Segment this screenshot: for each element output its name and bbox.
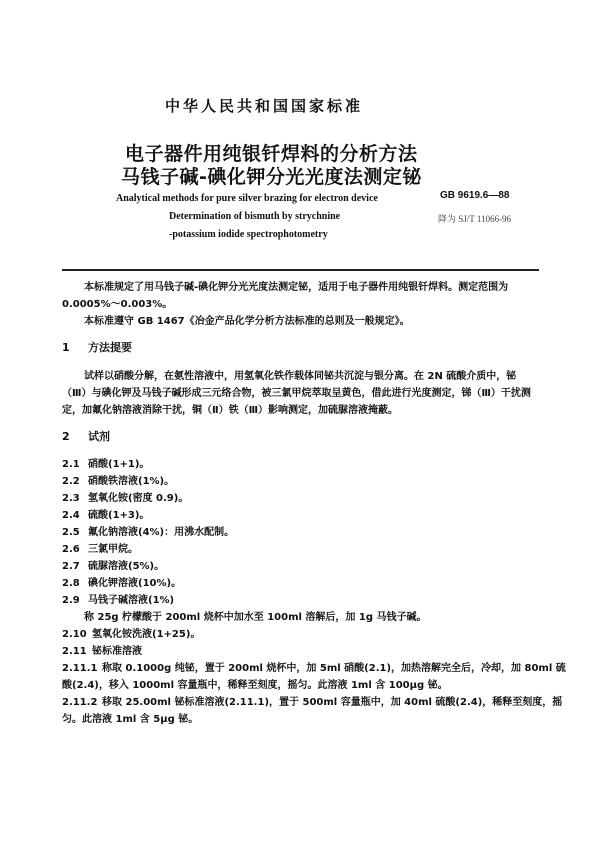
title-en-line3: -potassium iodide spectrophotometry	[169, 229, 328, 240]
item-number: 2.1	[62, 459, 80, 470]
item-number: 2.11.2	[62, 697, 98, 708]
section-number: 2	[62, 430, 70, 443]
item-number: 2.3	[62, 493, 80, 504]
reagent-item	[62, 575, 181, 592]
reagent-2-11-1-line1	[62, 660, 566, 677]
item-number: 2.8	[62, 578, 80, 589]
item-text: 马钱子碱溶液(1%)	[88, 595, 175, 606]
section-1-heading	[62, 339, 132, 355]
item-number: 2.9	[62, 595, 80, 606]
item-text: 移取 25.00ml 铋标准溶液(2.11.1)，置于 500ml 容量瓶中，加 40ml 硫酸(2.4)，稀释至刻度，摇	[102, 697, 563, 708]
standard-number: GB 9619.6—88	[440, 190, 510, 201]
item-text: 硫脲溶液(5%)。	[88, 561, 165, 572]
reagent-item	[62, 524, 234, 541]
section-number: 1	[62, 341, 70, 354]
item-number: 2.5	[62, 527, 80, 538]
country-standard-heading	[0, 95, 600, 116]
item-number: 2.6	[62, 544, 80, 555]
title-cn-line2: 马钱子碱-碘化钾分光光度法测定铋	[121, 166, 422, 188]
item-text: 硝酸铁溶液(1%)。	[88, 476, 175, 487]
reagent-2-11-2-line1	[62, 694, 562, 711]
item-text: 氟化钠溶液(4%)：用沸水配制。	[88, 527, 235, 538]
top-divider	[62, 269, 539, 271]
reagent-item	[62, 626, 200, 643]
item-number: 2.11.1	[62, 663, 98, 674]
section-title: 试剂	[88, 430, 110, 443]
item-text: 碘化钾溶液(10%)。	[88, 578, 182, 589]
section-1-line3: 定，加氟化钠溶液消除干扰，铜（Ⅱ）铁（Ⅲ）影响测定，加硫脲溶液掩蔽。	[62, 405, 399, 416]
item-number: 2.4	[62, 510, 80, 521]
superseded-note: 降为 SJ/T 11066-96	[438, 214, 512, 224]
reagent-item	[62, 541, 138, 558]
intro-para2: 本标准遵守 GB 1467《冶金产品化学分析方法标准的总则及一般规定》。	[84, 316, 410, 327]
item-text: 氢氧化铵(密度 0.9)。	[88, 493, 189, 504]
item-text: 硝酸(1+1)。	[88, 459, 150, 470]
section-2-heading	[62, 428, 110, 444]
section-title: 方法提要	[88, 341, 132, 354]
item-text: 硫酸(1+3)。	[88, 510, 150, 521]
item-number: 2.7	[62, 561, 80, 572]
reagent-2-11-1-line2: 酸(2.4)，移入 1000ml 容量瓶中，稀释至刻度，摇匀。此溶液 1ml 含 100μg 铋。	[62, 680, 448, 691]
country-standard-text: 中华人民共和国国家标准	[164, 97, 363, 115]
title-en-line2: Determination of bismuth by strychnine	[169, 211, 341, 222]
section-1-line1: 试样以硝酸分解，在氨性溶液中，用氢氧化铁作载体同铋共沉淀与银分离。在 2N 硫酸介质中，铋	[84, 371, 517, 382]
reagent-2-11-2-line2: 匀。此溶液 1ml 含 5μg 铋。	[62, 714, 199, 725]
item-text: 铋标准溶液	[92, 646, 142, 657]
item-number: 2.11	[62, 646, 87, 657]
intro-para1-line1: 本标准规定了用马钱子碱-碘化钾分光光度法测定铋，适用于电子器件用纯银钎焊料。测定范围为	[84, 282, 509, 293]
reagent-item	[62, 507, 149, 524]
reagent-item	[62, 643, 142, 660]
reagent-item	[62, 558, 164, 575]
title-cn-line1: 电子器件用纯银钎焊料的分析方法	[125, 143, 418, 165]
item-text: 三氯甲烷。	[88, 544, 138, 555]
reagent-2-9-detail: 称 25g 柠檬酸于 200ml 烧杯中加水至 100ml 溶解后，加 1g 马钱子碱。	[84, 612, 427, 623]
item-text: 氢氧化铵洗液(1+25)。	[92, 629, 201, 640]
intro-para1-line2: 0.0005%～0.003%。	[62, 299, 173, 310]
reagent-item	[62, 456, 149, 473]
reagent-item	[62, 490, 188, 507]
reagent-item	[62, 592, 174, 609]
section-1-line2: （Ⅲ）与碘化钾及马钱子碱形成三元络合物，被三氯甲烷萃取呈黄色，借此进行光度测定，锑（Ⅲ）干扰测	[62, 388, 531, 399]
item-number: 2.2	[62, 476, 80, 487]
title-en-line1: Analytical methods for pure silver brazing for electron device	[116, 193, 378, 204]
item-text: 称取 0.1000g 纯铋，置于 200ml 烧杯中，加 5ml 硝酸(2.1)，加热溶解完全后，冷却，加 80ml 硫	[102, 663, 566, 674]
reagent-item	[62, 473, 174, 490]
item-number: 2.10	[62, 629, 87, 640]
